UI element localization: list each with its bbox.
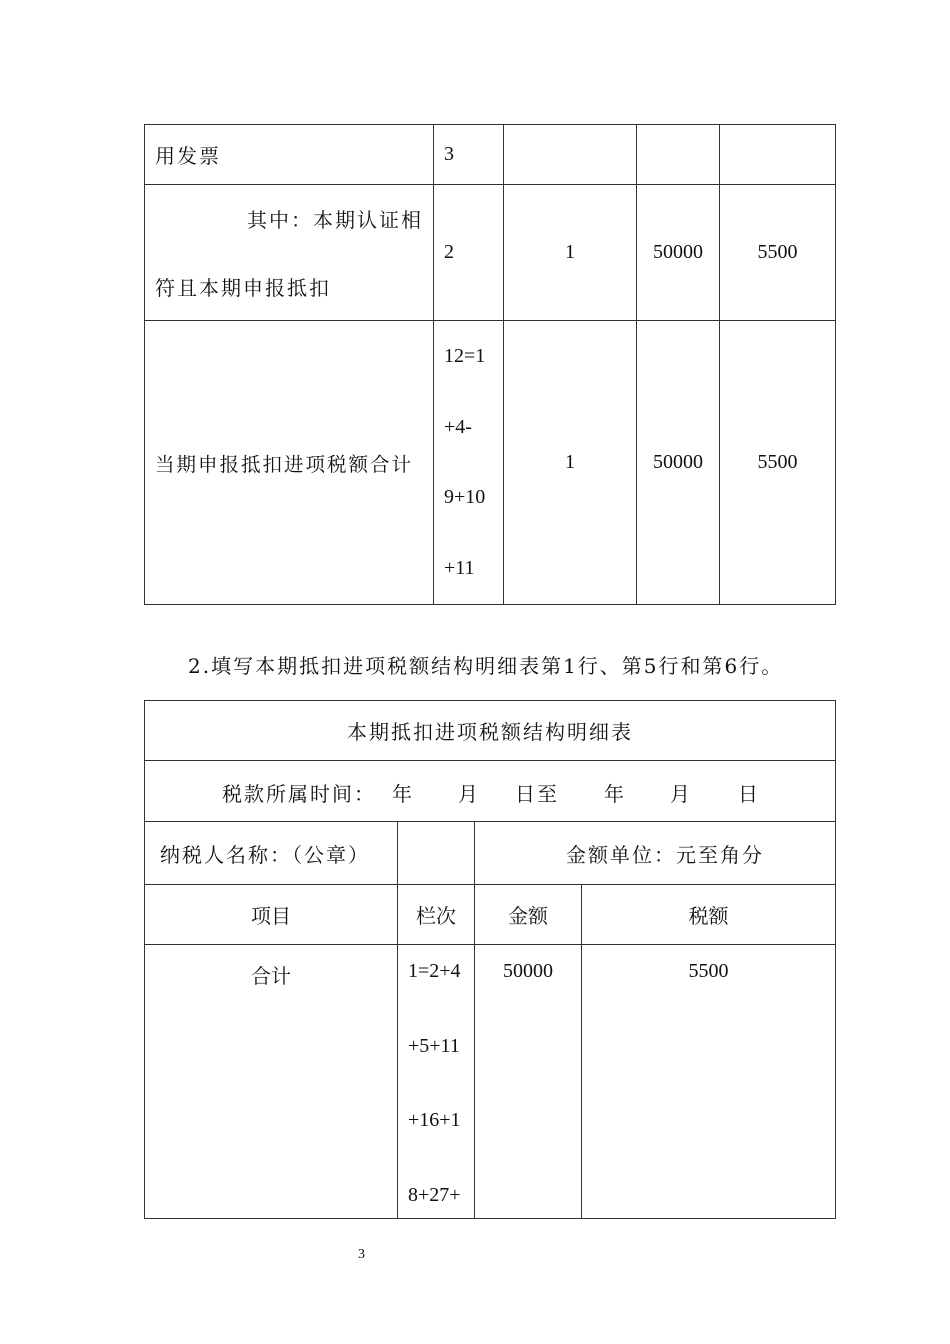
fenshu-cell: 1 xyxy=(504,321,637,605)
item-cell: 用发票 xyxy=(145,125,434,185)
period-day-start: 日至 xyxy=(515,782,559,806)
amount-unit: 金额单位：元至角分 xyxy=(475,822,836,885)
instruction-paragraph: 2.填写本期抵扣进项税额结构明细表第1行、第5行和第6行。 xyxy=(188,654,784,678)
jine-cell xyxy=(475,945,582,1219)
period-day-end: 日 xyxy=(738,782,758,806)
shuie-cell: 5500 xyxy=(720,185,836,321)
header-row xyxy=(145,885,836,945)
table-title: 本期抵扣进项税额结构明细表 xyxy=(145,701,836,761)
lanci-line: 9+10 xyxy=(444,486,486,509)
shuie-text: 5500 xyxy=(688,960,729,982)
lanci-line: +16+1 xyxy=(408,1109,461,1132)
deduction-structure-table xyxy=(144,700,836,1219)
header-shuie: 税额 xyxy=(582,885,836,945)
lanci-cell xyxy=(434,321,504,605)
lanci-line: +4- xyxy=(444,415,472,438)
lanci-cell: 2 xyxy=(434,185,504,321)
table-row xyxy=(145,321,836,605)
lanci-line: +11 xyxy=(444,557,475,580)
table-row xyxy=(145,125,836,185)
taxpayer-row xyxy=(145,822,836,885)
jine-cell xyxy=(637,125,720,185)
lanci-cell: 3 xyxy=(434,125,504,185)
item-text: 合计 xyxy=(251,964,291,988)
period-row xyxy=(145,761,836,822)
taxpayer-blank xyxy=(398,822,475,885)
table-row xyxy=(145,945,836,1219)
item-cell xyxy=(145,945,398,1219)
page-number: 3 xyxy=(358,1247,365,1262)
period-year-end: 年 xyxy=(604,782,624,806)
jine-cell: 50000 xyxy=(637,321,720,605)
period-label: 税款所属时间： xyxy=(222,782,376,806)
period-month-start: 月 xyxy=(458,782,478,806)
period-year-start: 年 xyxy=(392,782,412,806)
shuie-cell: 5500 xyxy=(720,321,836,605)
item-line: 其中：本期认证相 xyxy=(247,208,423,233)
table-row xyxy=(145,185,836,321)
table-title-row xyxy=(145,701,836,761)
fenshu-cell: 1 xyxy=(504,185,637,321)
tax-summary-table xyxy=(144,124,836,605)
lanci-cell xyxy=(398,945,475,1219)
period-cell xyxy=(145,761,836,822)
lanci-line: 1=2+4 xyxy=(408,960,461,982)
jine-text: 50000 xyxy=(503,960,553,982)
header-lanci: 栏次 xyxy=(398,885,475,945)
header-item: 项目 xyxy=(145,885,398,945)
lanci-line: +5+11 xyxy=(408,1034,460,1057)
lanci-line: 12=1 xyxy=(444,344,486,367)
header-jine: 金额 xyxy=(475,885,582,945)
item-cell xyxy=(145,185,434,321)
period-month-end: 月 xyxy=(670,782,690,806)
shuie-cell xyxy=(720,125,836,185)
fenshu-cell xyxy=(504,125,637,185)
lanci-line: 8+27+ xyxy=(408,1183,461,1206)
item-line: 符且本期申报抵扣 xyxy=(155,275,331,300)
item-cell: 当期申报抵扣进项税额合计 xyxy=(145,321,434,605)
taxpayer-name: 纳税人名称：（公章） xyxy=(145,822,398,885)
jine-cell: 50000 xyxy=(637,185,720,321)
shuie-cell xyxy=(582,945,836,1219)
